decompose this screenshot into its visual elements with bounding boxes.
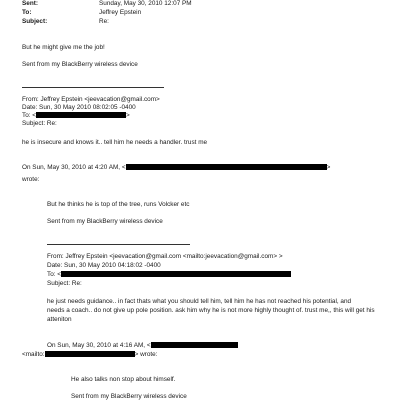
quote1-on-suffix: > bbox=[326, 164, 331, 171]
quote2-signature: Sent from my BlackBerry wireless device bbox=[71, 393, 187, 400]
msg2-to-prefix: To: < bbox=[47, 271, 62, 278]
to-value: Jeffrey Epstein bbox=[99, 9, 142, 16]
redaction-bar bbox=[61, 271, 291, 277]
redaction-bar bbox=[45, 351, 135, 357]
msg2-body-line3: atteniton bbox=[47, 316, 72, 323]
reply1-signature: Sent from my BlackBerry wireless device bbox=[22, 61, 138, 68]
header-to-row bbox=[0, 9, 400, 17]
msg2-to-row bbox=[47, 271, 291, 279]
msg1-to-suffix: > bbox=[126, 112, 130, 119]
quote2-body: He also talks non stop about himself. bbox=[71, 376, 176, 383]
msg1-date: Date: Sun, 30 May 2010 08:02:05 -0400 bbox=[22, 104, 136, 111]
quote1-body: But he thinks he is top of the tree, runs Volcker etc bbox=[47, 201, 190, 208]
msg1-from: From: Jeffrey Epstein <jeevacation@gmail.com> bbox=[22, 96, 160, 103]
msg2-from: From: Jeffrey Epstein <jeevacation@gmail.com <mailto:jeevacation@gmail.com> > bbox=[47, 253, 283, 260]
subject-value: Re: bbox=[99, 18, 109, 25]
separator-rule-2 bbox=[47, 244, 190, 245]
subject-label: Subject: bbox=[22, 18, 48, 25]
msg2-body-line2: needs a coach.. do not give up pole position. ask him why he is not more highly thought of. trust me,, this will get his bbox=[47, 307, 375, 314]
to-label: To: bbox=[22, 9, 32, 16]
quote1-on-row bbox=[22, 164, 330, 172]
msg1-to-prefix: To: < bbox=[22, 112, 37, 119]
quote1-on-prefix: On Sun, May 30, 2010 at 4:20 AM, < bbox=[22, 164, 126, 171]
sent-label: Sent: bbox=[22, 0, 38, 7]
quote2-mailto-prefix: <mailto: bbox=[22, 351, 45, 358]
quote1-wrote: wrote: bbox=[22, 176, 40, 183]
msg1-subject: Subject: Re: bbox=[22, 120, 57, 127]
header-sent-row bbox=[0, 0, 400, 8]
msg1-to-row bbox=[22, 112, 130, 120]
msg2-subject: Subject: Re: bbox=[47, 280, 82, 287]
separator-rule-1 bbox=[22, 87, 164, 88]
sent-value: Sunday, May 30, 2010 12:07 PM bbox=[99, 0, 192, 7]
msg2-date: Date: Sun, 30 May 2010 04:18:02 -0400 bbox=[47, 262, 161, 269]
header-subject-row bbox=[0, 18, 400, 26]
redaction-bar bbox=[126, 164, 327, 170]
quote1-signature: Sent from my BlackBerry wireless device bbox=[47, 218, 163, 225]
quote2-on-prefix: On Sun, May 30, 2010 at 4:16 AM, < bbox=[47, 342, 151, 349]
redaction-bar bbox=[151, 342, 238, 348]
reply1-body: But he might give me the job! bbox=[22, 44, 105, 51]
quote2-mailto-row bbox=[22, 351, 157, 359]
msg2-body-line1: he just needs guidance.. in fact thats what you should tell him, tell him he has not reached his potential, and bbox=[47, 298, 352, 305]
msg1-body: he is insecure and knows it.. tell him he needs a handler. trust me bbox=[22, 139, 208, 146]
redaction-bar bbox=[36, 112, 126, 118]
quote2-on-row bbox=[47, 342, 238, 350]
quote2-wrote: > wrote: bbox=[134, 351, 158, 358]
